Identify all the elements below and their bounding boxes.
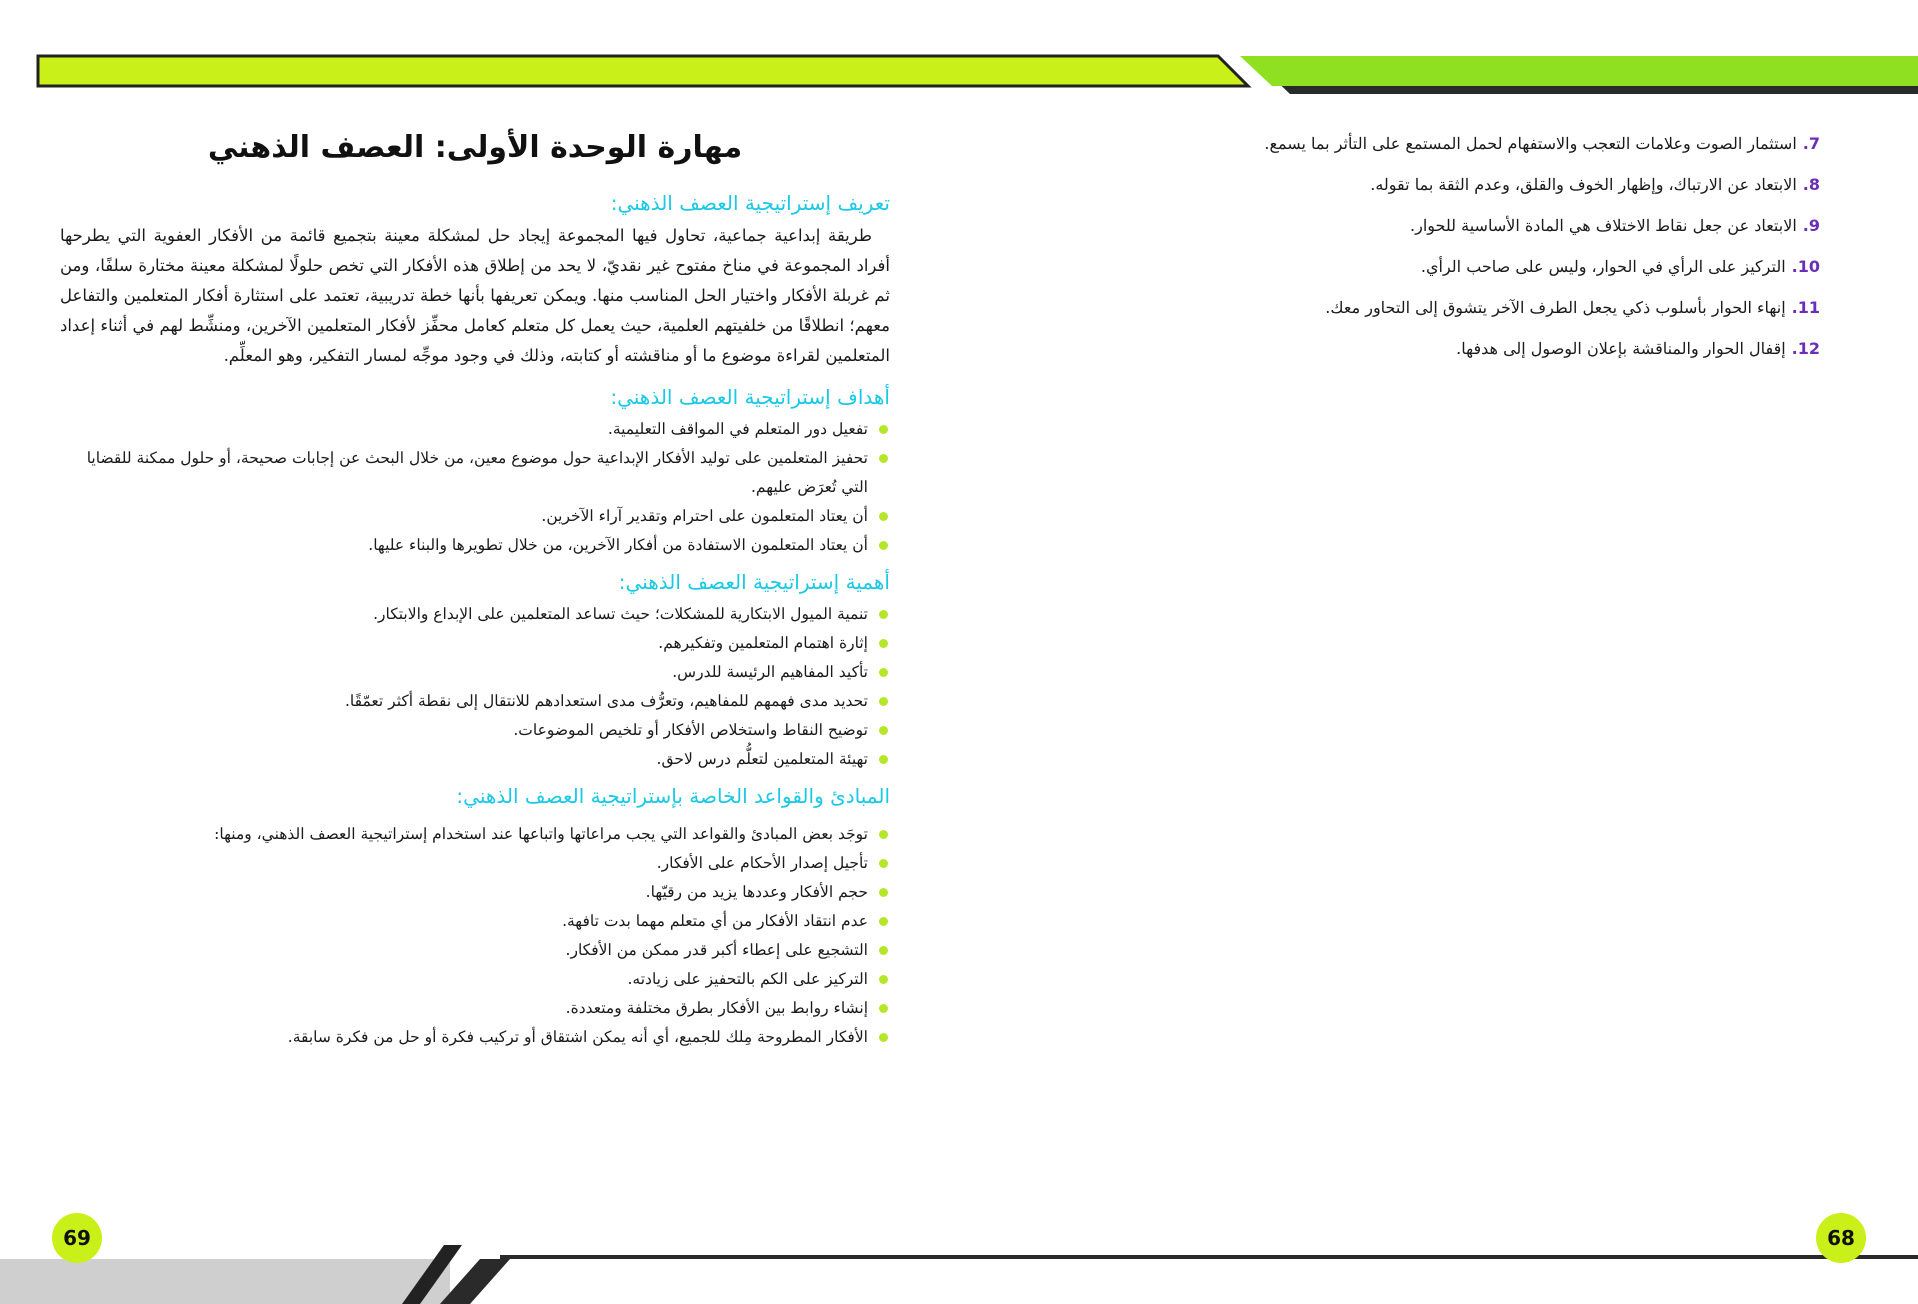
item-number: 11. [1791, 298, 1820, 317]
list-item: 8.الابتعاد عن الارتباك، وإظهار الخوف والقلق، وعدم الثقة بما تقوله. [1370, 175, 1820, 194]
item-number: 12. [1791, 339, 1820, 358]
right-page [1240, 132, 1820, 378]
bullet-icon [879, 888, 888, 897]
list-item: أن يعتاد المتعلمون الاستفادة من أفكار الآخرين، من خلال تطويرها والبناء عليها. [60, 531, 890, 560]
bullet-icon [879, 1004, 888, 1013]
bullet-icon [879, 946, 888, 955]
list-item: الأفكار المطروحة مِلك للجميع، أي أنه يمكن اشتقاق أو تركيب فكرة أو حل من فكرة سابقة. [60, 1023, 890, 1052]
numbered-list [1240, 132, 1820, 361]
list-item: أن يعتاد المتعلمون على احترام وتقدير آراء الآخرين. [60, 502, 890, 531]
list-item: 7.استثمار الصوت وعلامات التعجب والاستفهام لحمل المستمع على التأثر بما يسمع. [1264, 134, 1820, 153]
bullet-icon [879, 639, 888, 648]
principles-heading: المبادئ والقواعد الخاصة بإستراتيجية العصف الذهني: [456, 784, 890, 808]
bullet-icon [879, 726, 888, 735]
goals-heading: أهداف إستراتيجية العصف الذهني: [610, 385, 890, 409]
bullet-icon [879, 541, 888, 550]
top-band-decoration [0, 50, 1918, 100]
list-item: توجَد بعض المبادئ والقواعد التي يجب مراعاتها واتباعها عند استخدام إستراتيجية العصف الذهني، ومنها: [60, 820, 890, 849]
list-item: تفعيل دور المتعلم في المواقف التعليمية. [60, 415, 890, 444]
list-item: تحديد مدى فهمهم للمفاهيم، وتعرُّف مدى استعدادهم للانتقال إلى نقطة أكثر تعمّقًا. [60, 687, 890, 716]
list-item: 9.الابتعاد عن جعل نقاط الاختلاف هي المادة الأساسية للحوار. [1410, 216, 1820, 235]
item-number: 10. [1791, 257, 1820, 276]
bullet-icon [879, 610, 888, 619]
bullet-icon [879, 917, 888, 926]
list-item: تهيئة المتعلمين لتعلُّم درس لاحق. [60, 745, 890, 774]
definition-heading: تعريف إستراتيجية العصف الذهني: [610, 191, 890, 215]
list-item: تنمية الميول الابتكارية للمشكلات؛ حيث تساعد المتعلمين على الإبداع والابتكار. [60, 600, 890, 629]
bullet-icon [879, 1033, 888, 1042]
list-item: تأجيل إصدار الأحكام على الأفكار. [60, 849, 890, 878]
item-number: 7. [1802, 134, 1820, 153]
list-item: 11.إنهاء الحوار بأسلوب ذكي يجعل الطرف الآخر يتشوق إلى التحاور معك. [1325, 298, 1820, 317]
list-item: إنشاء روابط بين الأفكار بطرق مختلفة ومتعددة. [60, 994, 890, 1023]
list-item: التشجيع على إعطاء أكبر قدر ممكن من الأفكار. [60, 936, 890, 965]
definition-text: طريقة إبداعية جماعية، تحاول فيها المجموعة إيجاد حل لمشكلة معينة بتجميع قائمة من الأفكار العفوية التي يطرحها أفراد المجموعة في مناخ مفتوح غير نقديّ، لا يحد من إطلاق هذه الأفكار التي تخص حلولًا لمشكلة معينة مختارة سلفًا، ومن ثم غربلة الأفكار واختيار الحل المناسب منها. ويمكن تعريفها بأنها خطة تدريبية، تعتمد على استثارة أفكار المتعلمين والتفاعل معهم؛ انطلاقًا من خلفيتهم العلمية، حيث يعمل كل متعلم كعامل محفِّز لأفكار المتعلمين الآخرين، ومنشِّط لهم في أثناء إعداد المتعلمين لقراءة موضوع ما أو مناقشته أو كتابته، وذلك في وجود موجِّه لمسار التفكير، وهو المعلِّم. [60, 226, 890, 365]
page-number-left: 69 [52, 1213, 102, 1263]
page-title: مهارة الوحدة الأولى: العصف الذهني [207, 130, 743, 165]
principles-list [60, 820, 890, 1052]
bullet-icon [879, 697, 888, 706]
list-item: توضيح النقاط واستخلاص الأفكار أو تلخيص الموضوعات. [60, 716, 890, 745]
item-number: 8. [1802, 175, 1820, 194]
list-item: 10.التركيز على الرأي في الحوار، وليس على صاحب الرأي. [1420, 257, 1820, 276]
list-item: تأكيد المفاهيم الرئيسة للدرس. [60, 658, 890, 687]
item-number: 9. [1802, 216, 1820, 235]
list-item: عدم انتقاد الأفكار من أي متعلم مهما بدت تافهة. [60, 907, 890, 936]
list-item: التركيز على الكم بالتحفيز على زيادته. [60, 965, 890, 994]
importance-heading: أهمية إستراتيجية العصف الذهني: [618, 570, 890, 594]
list-item: 12.إقفال الحوار والمناقشة بإعلان الوصول إلى هدفها. [1456, 339, 1820, 358]
bottom-band-decoration [0, 1245, 1918, 1304]
bullet-icon [879, 859, 888, 868]
bullet-icon [879, 512, 888, 521]
bullet-icon [879, 975, 888, 984]
bullet-icon [879, 830, 888, 839]
list-item: تحفيز المتعلمين على توليد الأفكار الإبداعية حول موضوع معين، من خلال البحث عن إجابات صحيحة، أو حلول ممكنة للقضايا التي تُعرَض عليهم. [60, 444, 890, 502]
bullet-icon [879, 454, 888, 463]
bullet-icon [879, 755, 888, 764]
importance-list [60, 600, 890, 774]
goals-list [60, 415, 890, 560]
bullet-icon [879, 425, 888, 434]
page-number-right: 68 [1816, 1213, 1866, 1263]
left-page [60, 130, 890, 1058]
bullet-icon [879, 668, 888, 677]
list-item: إثارة اهتمام المتعلمين وتفكيرهم. [60, 629, 890, 658]
list-item: حجم الأفكار وعددها يزيد من رقيّها. [60, 878, 890, 907]
